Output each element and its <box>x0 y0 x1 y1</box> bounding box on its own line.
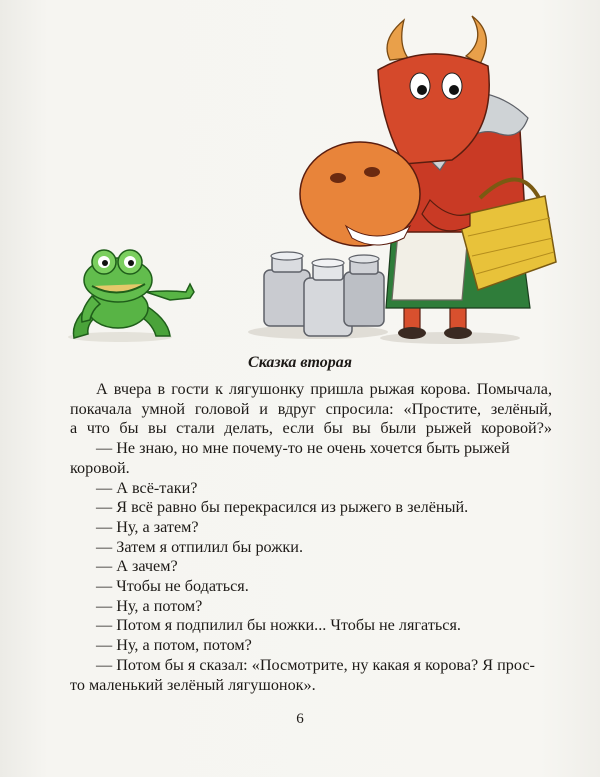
story-line: — Не знаю, но мне почему-то не очень хочется быть рыжей <box>96 439 510 458</box>
story-paragraph <box>70 518 552 538</box>
story-line: — Я всё равно бы перекрасился из рыжего в зелёный. <box>96 498 469 517</box>
illustration <box>0 0 600 355</box>
story-paragraph <box>70 538 552 558</box>
story-paragraph <box>70 498 552 518</box>
story-line: — А зачем? <box>96 557 178 576</box>
story-paragraph <box>70 479 552 499</box>
story-line: то маленький зелёный лягушонок». <box>70 675 316 694</box>
story-paragraph <box>70 636 552 656</box>
milk-can-icon <box>248 252 388 339</box>
story-text <box>70 380 552 695</box>
story-paragraph <box>70 616 552 636</box>
story-line: покачала умной головой и вдруг спросила: «Простите, зелёный, <box>70 399 552 418</box>
story-line: — Чтобы не бодаться. <box>96 577 249 596</box>
story-paragraph <box>70 656 552 695</box>
story-line: — Ну, а затем? <box>96 517 199 536</box>
story-line: — Затем я отпилил бы рожки. <box>96 537 303 556</box>
story-paragraph <box>70 439 552 478</box>
story-line: — Ну, а потом? <box>96 596 203 615</box>
story-line: — Потом бы я сказал: «Посмотрите, ну какая я корова? Я прос- <box>96 655 535 674</box>
frog-icon <box>68 250 194 342</box>
story-paragraph <box>70 557 552 577</box>
story-line: А вчера в гости к лягушонку пришла рыжая корова. Помычала, <box>96 380 552 398</box>
story-paragraph <box>70 597 552 617</box>
page-number: 6 <box>296 711 304 727</box>
story-title: Сказка вторая <box>248 354 352 371</box>
story-line: коровой. <box>70 458 130 477</box>
story-line: — Ну, а потом, потом? <box>96 636 252 655</box>
story-paragraph <box>70 577 552 597</box>
story-line: — Потом я подпилил бы ножки... Чтобы не лягаться. <box>96 616 461 635</box>
story-line: а что бы вы стали делать, если бы вы были рыжей коровой?» <box>70 419 552 438</box>
story-line: — А всё-таки? <box>96 478 198 497</box>
story-paragraph <box>70 380 552 439</box>
